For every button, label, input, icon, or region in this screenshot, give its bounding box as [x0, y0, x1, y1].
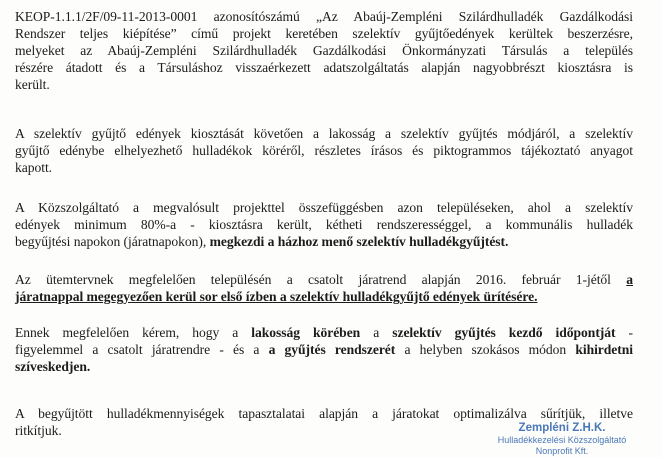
stamp-line-2: Nonprofit Kft.	[535, 446, 589, 456]
paragraph-project-intro	[15, 8, 633, 93]
text-segment: -	[615, 325, 633, 340]
text-line: részére átadott és a Társuláshoz visszaérkezett adatszolgáltatás alapján nagyobbrészt kiosztásra is	[15, 60, 633, 75]
text-line: edények minimum 80%-a - kiosztásra került, kétheti rendszerességgel, a kommunális hulladék	[15, 217, 633, 232]
bold-text: szíveskedjen.	[15, 359, 91, 374]
text-line: került.	[15, 77, 50, 92]
paragraph-request	[15, 324, 633, 375]
paragraph-service-provider	[15, 199, 633, 250]
text-line: ritkítjuk.	[15, 423, 62, 438]
text-line: kapott.	[15, 160, 53, 175]
company-stamp	[478, 422, 646, 457]
bold-underlined-text: járatnappal megegyezően kerül sor első ízben a szelektív hulladékgyűjtő edények ürítésére.	[15, 289, 538, 304]
text-line	[15, 271, 633, 288]
text-line: Rendszer teljes kiépítése” című projekt keretében szelektív gyűjtőedények kerültek beszerzésre,	[15, 26, 633, 41]
bold-text: lakosság körében	[251, 325, 361, 340]
text-line: melyeket az Abaúj-Zempléni Szilárdhulladék Gazdálkodási Önkormányzati Társulás a település	[15, 43, 633, 58]
stamp-company-name: Zempléni Z.H.K.	[518, 422, 606, 434]
text-line: A Közszolgáltató a megvalósult projekttel összefüggésben azon településeken, ahol a szelektív	[15, 200, 633, 215]
bold-text: szelektív gyűjtés kezdő időpontját	[392, 325, 616, 340]
paragraph-distribution	[15, 125, 633, 176]
text-line	[15, 358, 633, 375]
bold-text: megkezdi a házhoz menő szelektív hulladékgyűjtést.	[209, 234, 509, 249]
text-segment: a helyben szokásos módon	[395, 342, 576, 357]
text-line: KEOP-1.1.1/2F/09-11-2013-0001 azonosítószámú „Az Abaúj-Zempléni Szilárdhulladék Gazdálkodási	[15, 9, 633, 24]
text-line	[15, 324, 633, 341]
bold-text: kihirdetni	[575, 342, 633, 357]
bold-text: a gyűjtés rendszerét	[268, 342, 396, 357]
text-segment: figyelemmel a csatolt járatrendre - és a	[15, 342, 269, 357]
text-segment: begyűjtési napokon (járatnapokon),	[15, 234, 210, 249]
text-line: A szelektív gyűjtő edények kiosztását követően a lakosság a szelektív gyűjtés módjáról, a szelektív	[15, 126, 633, 141]
text-line	[15, 233, 633, 250]
text-line: A begyűjtött hulladékmennyiségek tapasztalatai alapján a járatokat optimalizálva sűrítjük, illetve	[15, 406, 633, 421]
bold-underlined-text: a	[626, 272, 633, 287]
text-segment: a	[360, 325, 393, 340]
paragraph-schedule	[15, 271, 633, 305]
text-segment: Ennek megfelelően kérem, hogy a	[15, 325, 252, 340]
text-line: gyűjtő edénybe elhelyezhető hulladékok köréről, részletes írásos és piktogrammos tájékoztató anyagot	[15, 143, 633, 158]
text-segment: Az ütemtervnek megfelelően településén a csatolt járatrend alapján 2016. február 1-jétől	[15, 272, 627, 287]
text-line	[15, 341, 633, 358]
stamp-line-1: Hulladékkezelési Közszolgáltató	[497, 435, 627, 445]
text-line	[15, 288, 633, 305]
